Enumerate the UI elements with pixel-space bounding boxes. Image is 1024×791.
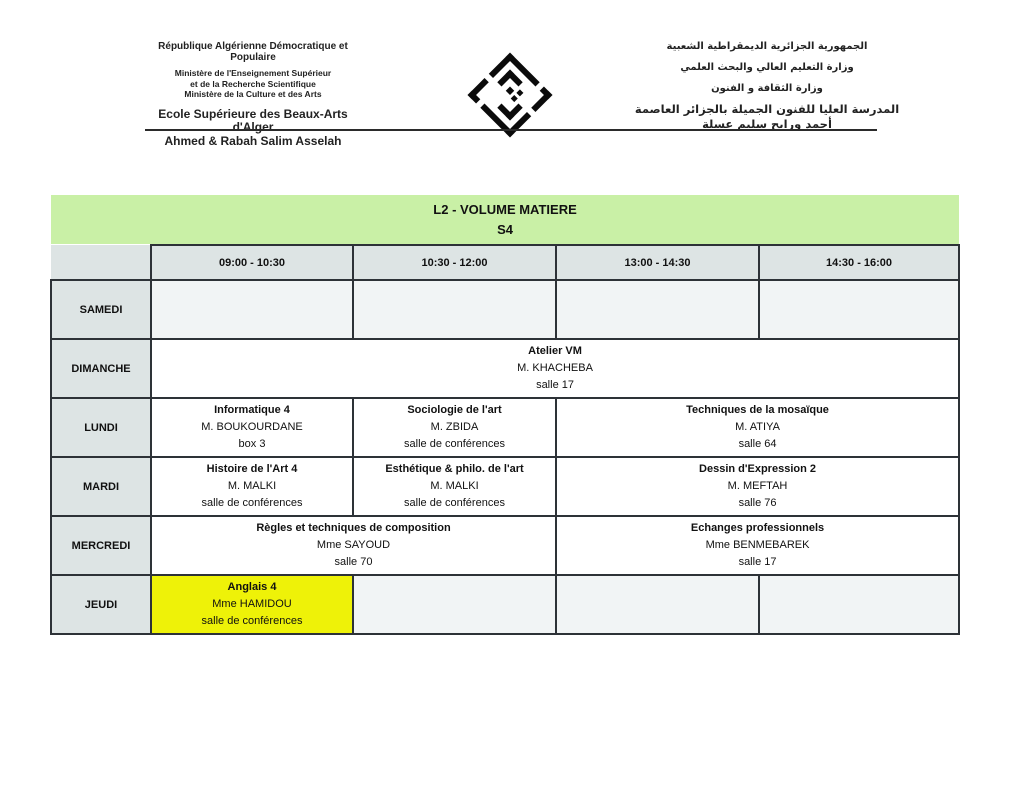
republic-line: République Algérienne Démocratique et Populaire	[158, 41, 348, 63]
cell-mercredi-composition	[151, 516, 556, 575]
teacher-name: M. MALKI	[430, 480, 479, 492]
ministry-line-ar-2: وزارة الثقافة و الفنون	[711, 83, 823, 94]
day-label-mercredi: MERCREDI	[51, 516, 151, 575]
letterhead	[0, 0, 1024, 150]
cell-lundi-mosaique	[556, 398, 959, 457]
cell-lundi-informatique	[151, 398, 353, 457]
ministry-line-1: Ministère de l'Enseignement Supérieur	[174, 68, 332, 78]
row-lundi	[51, 398, 959, 457]
course-name: Esthétique & philo. de l'art	[385, 463, 524, 475]
timetable-title: L2 - VOLUME MATIERE	[433, 201, 577, 217]
cell-jeudi-anglais-highlighted	[151, 575, 353, 634]
corner-cell	[51, 245, 151, 280]
time-header-row	[51, 245, 959, 280]
teacher-name: Mme BENMEBAREK	[705, 539, 810, 551]
timetable	[50, 195, 960, 635]
cell-mardi-dessin	[556, 457, 959, 516]
course-name: Atelier VM	[528, 345, 582, 357]
room-name: salle 64	[738, 438, 777, 450]
time-slot-3: 13:00 - 14:30	[556, 245, 759, 280]
room-name: salle de conférences	[201, 497, 303, 509]
teacher-name: Mme HAMIDOU	[212, 598, 292, 610]
course-name: Histoire de l'Art 4	[206, 463, 298, 475]
teacher-name: M. BOUKOURDANE	[201, 421, 303, 433]
cell-samedi-2	[353, 280, 556, 339]
ministry-line-2: et de la Recherche Scientifique	[190, 78, 316, 89]
kufic-logo-icon	[467, 52, 553, 138]
cell-mercredi-echanges	[556, 516, 959, 575]
row-mercredi	[51, 516, 959, 575]
republic-line-ar: الجمهورية الجزائرية الديمقراطية الشعبية	[666, 41, 868, 52]
cell-samedi-4	[759, 280, 959, 339]
school-name-ar	[622, 102, 912, 132]
school-name-fr	[138, 108, 368, 149]
time-slot-4: 14:30 - 16:00	[759, 245, 959, 280]
course-name: Dessin d'Expression 2	[699, 463, 816, 475]
cell-jeudi-3	[556, 575, 759, 634]
letterhead-arabic	[622, 36, 912, 132]
timetable-table	[50, 195, 960, 635]
cell-mardi-esthetique	[353, 457, 556, 516]
school-name-ar-line2: أحمد ورابح سليم عسلة	[702, 117, 832, 131]
row-dimanche	[51, 339, 959, 398]
teacher-name: M. ATIYA	[735, 421, 780, 433]
cell-lundi-sociologie	[353, 398, 556, 457]
day-label-mardi: MARDI	[51, 457, 151, 516]
school-name-fr-line1: Ecole Supérieure des Beaux-Arts d'Alger	[158, 106, 348, 134]
cell-jeudi-2	[353, 575, 556, 634]
teacher-name: M. MEFTAH	[727, 480, 788, 492]
cell-dimanche-atelier-vm	[151, 339, 959, 398]
course-name: Règles et techniques de composition	[256, 522, 451, 534]
room-name: salle 17	[738, 556, 777, 568]
timetable-subtitle: S4	[497, 221, 513, 237]
timetable-title-cell	[51, 195, 959, 245]
time-slot-2: 10:30 - 12:00	[353, 245, 556, 280]
course-name: Echanges professionnels	[690, 522, 825, 534]
letterhead-divider	[145, 129, 877, 131]
ministry-line-3: Ministère de la Culture et des Arts	[184, 89, 322, 99]
school-logo	[467, 52, 553, 138]
school-name-fr-line2: Ahmed & Rabah Salim Asselah	[164, 133, 342, 148]
letterhead-french	[138, 41, 368, 148]
teacher-name: M. ZBIDA	[430, 421, 479, 433]
cell-jeudi-4	[759, 575, 959, 634]
ministry-line-ar-1: وزارة التعليم العالي والبحث العلمي	[680, 62, 854, 73]
course-name: Informatique 4	[214, 404, 290, 416]
title-row	[51, 195, 959, 245]
teacher-name: Mme SAYOUD	[316, 539, 391, 551]
room-name: salle 70	[334, 556, 373, 568]
day-label-samedi: SAMEDI	[51, 280, 151, 339]
time-slot-1: 09:00 - 10:30	[151, 245, 353, 280]
room-name: salle 76	[738, 497, 777, 509]
course-name: Anglais 4	[227, 581, 277, 593]
room-name: salle de conférences	[404, 497, 505, 509]
room-name: box 3	[238, 438, 266, 450]
teacher-name: M. MALKI	[227, 480, 277, 492]
cell-samedi-3	[556, 280, 759, 339]
course-name: Techniques de la mosaïque	[686, 404, 829, 416]
room-name: salle 17	[536, 379, 574, 391]
day-label-lundi: LUNDI	[51, 398, 151, 457]
cell-mardi-histoire	[151, 457, 353, 516]
day-label-jeudi: JEUDI	[51, 575, 151, 634]
teacher-name: M. KHACHEBA	[517, 362, 593, 374]
row-jeudi	[51, 575, 959, 634]
row-samedi	[51, 280, 959, 339]
day-label-dimanche: DIMANCHE	[51, 339, 151, 398]
room-name: salle de conférences	[201, 615, 303, 627]
course-name: Sociologie de l'art	[407, 404, 502, 416]
cell-samedi-1	[151, 280, 353, 339]
row-mardi	[51, 457, 959, 516]
room-name: salle de conférences	[404, 438, 505, 450]
school-name-ar-line1: المدرسة العليا للفنون الجميلة بالجزائر العاصمة	[634, 102, 900, 116]
